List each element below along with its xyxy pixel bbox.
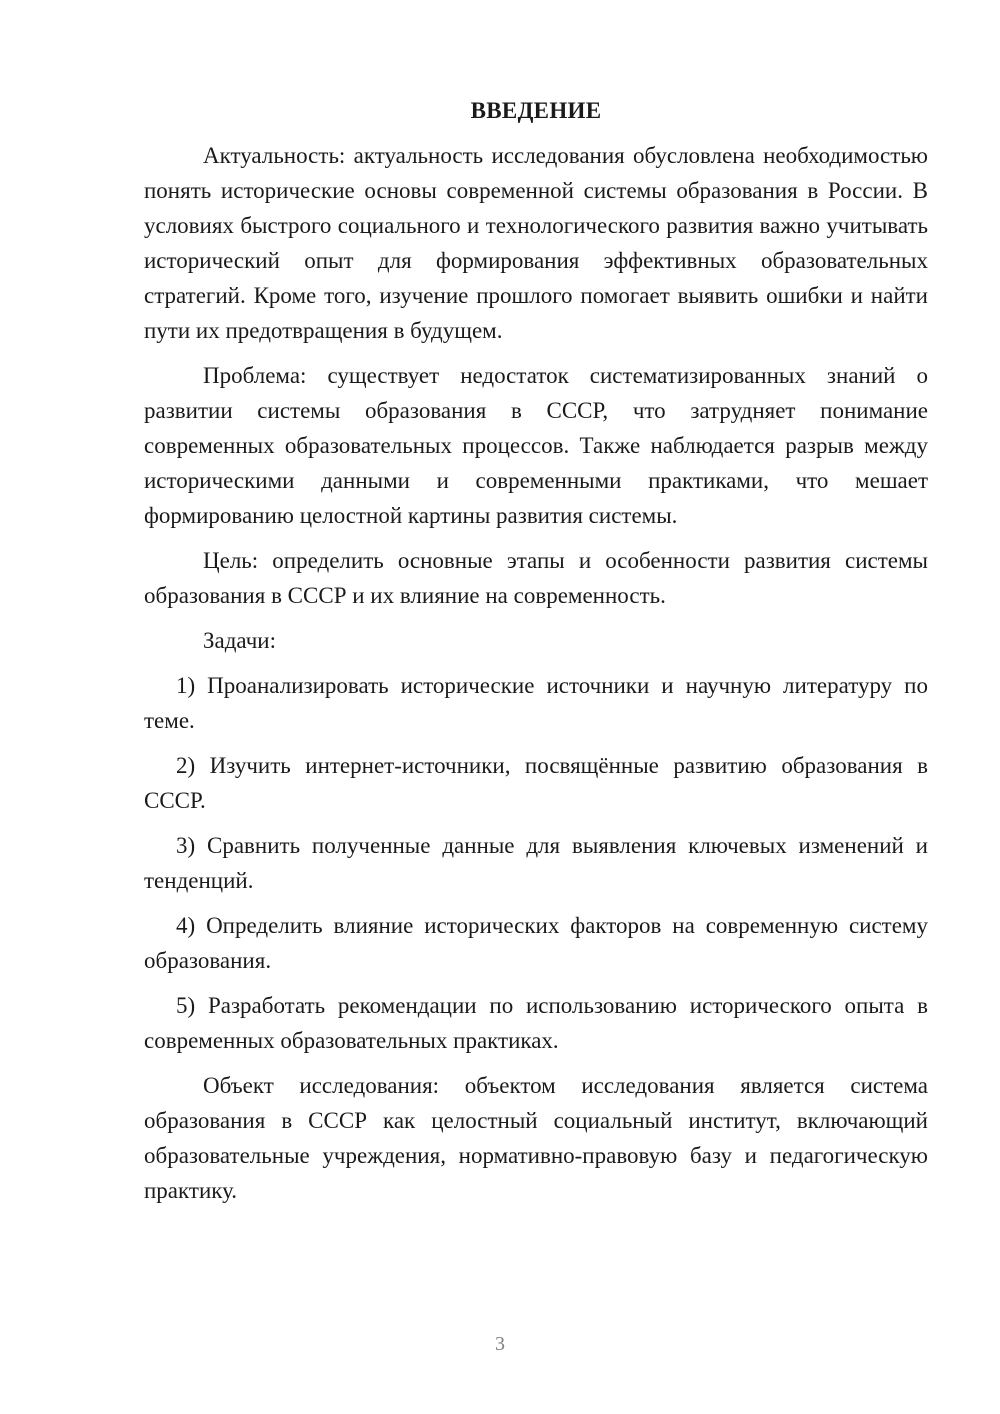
task-item-4: 4) Определить влияние исторических факторов на современную систему образования. — [144, 913, 928, 973]
object-paragraph: Объект исследования: объектом исследования является система образования в СССР как целостный социальный институт, включающий образовательные учреждения, нормативно-правовую базу и педагогическую практику. — [144, 1073, 928, 1203]
problem-paragraph: Проблема: существует недостаток систематизированных знаний о развитии системы образования в СССР, что затрудняет понимание современных образовательных процессов. Также наблюдается разрыв между историческими данными и современными практиками, что мешает формированию целостной картины развития системы. — [144, 363, 928, 528]
task-item-2: 2) Изучить интернет-источники, посвящённые развитию образования в СССР. — [144, 753, 928, 813]
page-title: ВВЕДЕНИЕ — [470, 98, 602, 123]
relevance-paragraph: Актуальность: актуальность исследования обусловлена необходимостью понять исторические основы современной системы образования в России. В условиях быстрого социального и технологического развития важно учитывать исторический опыт для формирования эффективных образовательных стратегий. Кроме того, изучение прошлого помогает выявить ошибки и найти пути их предотвращения в будущем. — [144, 143, 928, 343]
task-item-5: 5) Разработать рекомендации по использованию исторического опыта в современных образовательных практиках. — [144, 993, 928, 1053]
task-item-3: 3) Сравнить полученные данные для выявления ключевых изменений и тенденций. — [144, 833, 928, 893]
document-page — [144, 96, 928, 1218]
tasks-label: Задачи: — [203, 628, 276, 653]
goal-paragraph: Цель: определить основные этапы и особенности развития системы образования в СССР и их влияние на современность. — [144, 548, 928, 608]
page-number: 3 — [495, 1333, 505, 1355]
task-item-1: 1) Проанализировать исторические источники и научную литературу по теме. — [144, 673, 928, 733]
